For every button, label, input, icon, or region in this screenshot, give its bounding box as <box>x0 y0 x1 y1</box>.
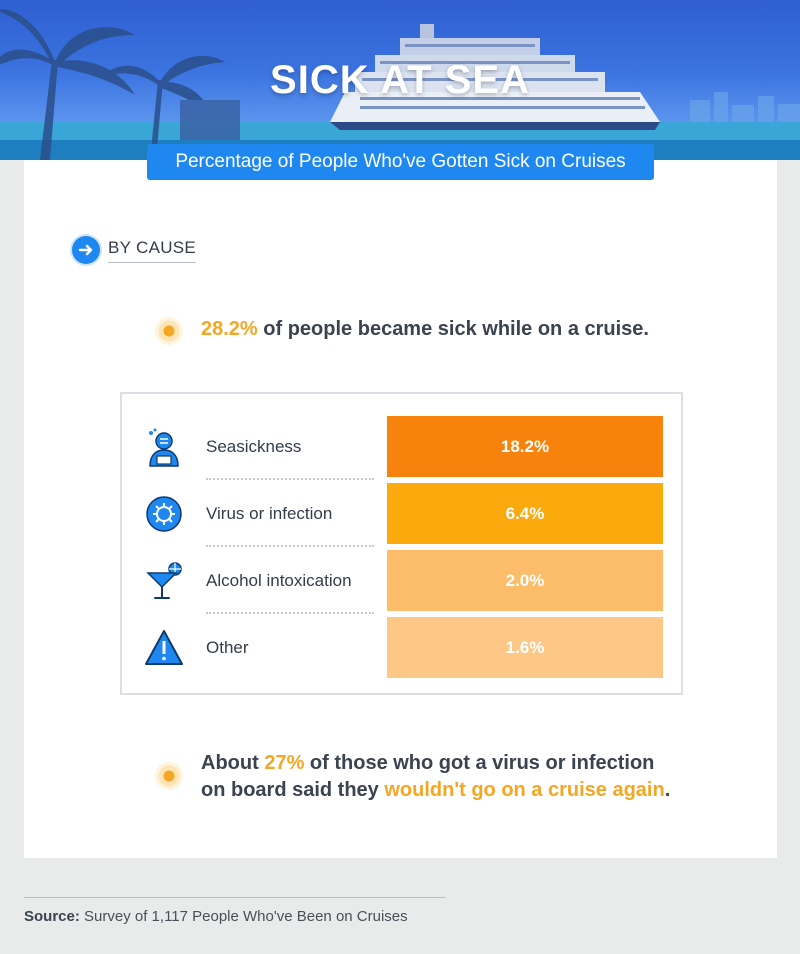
section-label: BY CAUSE <box>108 238 197 257</box>
cocktail-icon <box>143 560 185 602</box>
stat-text: of people became sick while on a cruise. <box>263 318 649 340</box>
source-note <box>24 908 408 925</box>
warning-icon <box>143 627 185 669</box>
arrow-right-icon <box>72 236 100 264</box>
stat2-part2: of those who got a virus or infection on board said they <box>201 752 655 801</box>
source-divider <box>24 897 446 898</box>
bar-value-label: 1.6% <box>505 638 545 657</box>
category-label: Virus or infection <box>206 504 333 523</box>
stat-virus-wont-return <box>201 750 681 804</box>
bullet-dot-icon <box>155 317 183 345</box>
row-divider <box>206 612 374 614</box>
row-divider <box>206 478 374 480</box>
category-label: Other <box>206 638 249 657</box>
seasick-person-icon <box>143 426 185 468</box>
stat2-period: . <box>664 779 671 801</box>
source-label: Source: <box>24 908 80 925</box>
category-label: Seasickness <box>206 437 302 456</box>
source-text: Survey of 1,117 People Who've Been on Cruises <box>84 908 408 925</box>
stat2-part1: About <box>201 752 259 774</box>
section-underline <box>108 262 196 263</box>
virus-icon <box>143 493 185 535</box>
bar-value-label: 2.0% <box>505 571 545 590</box>
stat2-highlight-percent: 27% <box>264 752 305 774</box>
stat-sick-on-cruise <box>201 318 649 341</box>
page-title: SICK AT SEA <box>270 58 530 102</box>
bar-value-label: 6.4% <box>505 504 545 523</box>
stat2-highlight-phrase: wouldn't go on a cruise again <box>384 779 665 801</box>
subtitle-banner: Percentage of People Who've Gotten Sick on Cruises <box>147 144 654 180</box>
stat-highlight: 28.2% <box>201 318 258 340</box>
hero-banner <box>0 0 800 160</box>
bar-value-label: 18.2% <box>500 437 550 456</box>
row-divider <box>206 545 374 547</box>
category-label: Alcohol intoxication <box>206 571 352 590</box>
bullet-dot-icon <box>155 762 183 790</box>
